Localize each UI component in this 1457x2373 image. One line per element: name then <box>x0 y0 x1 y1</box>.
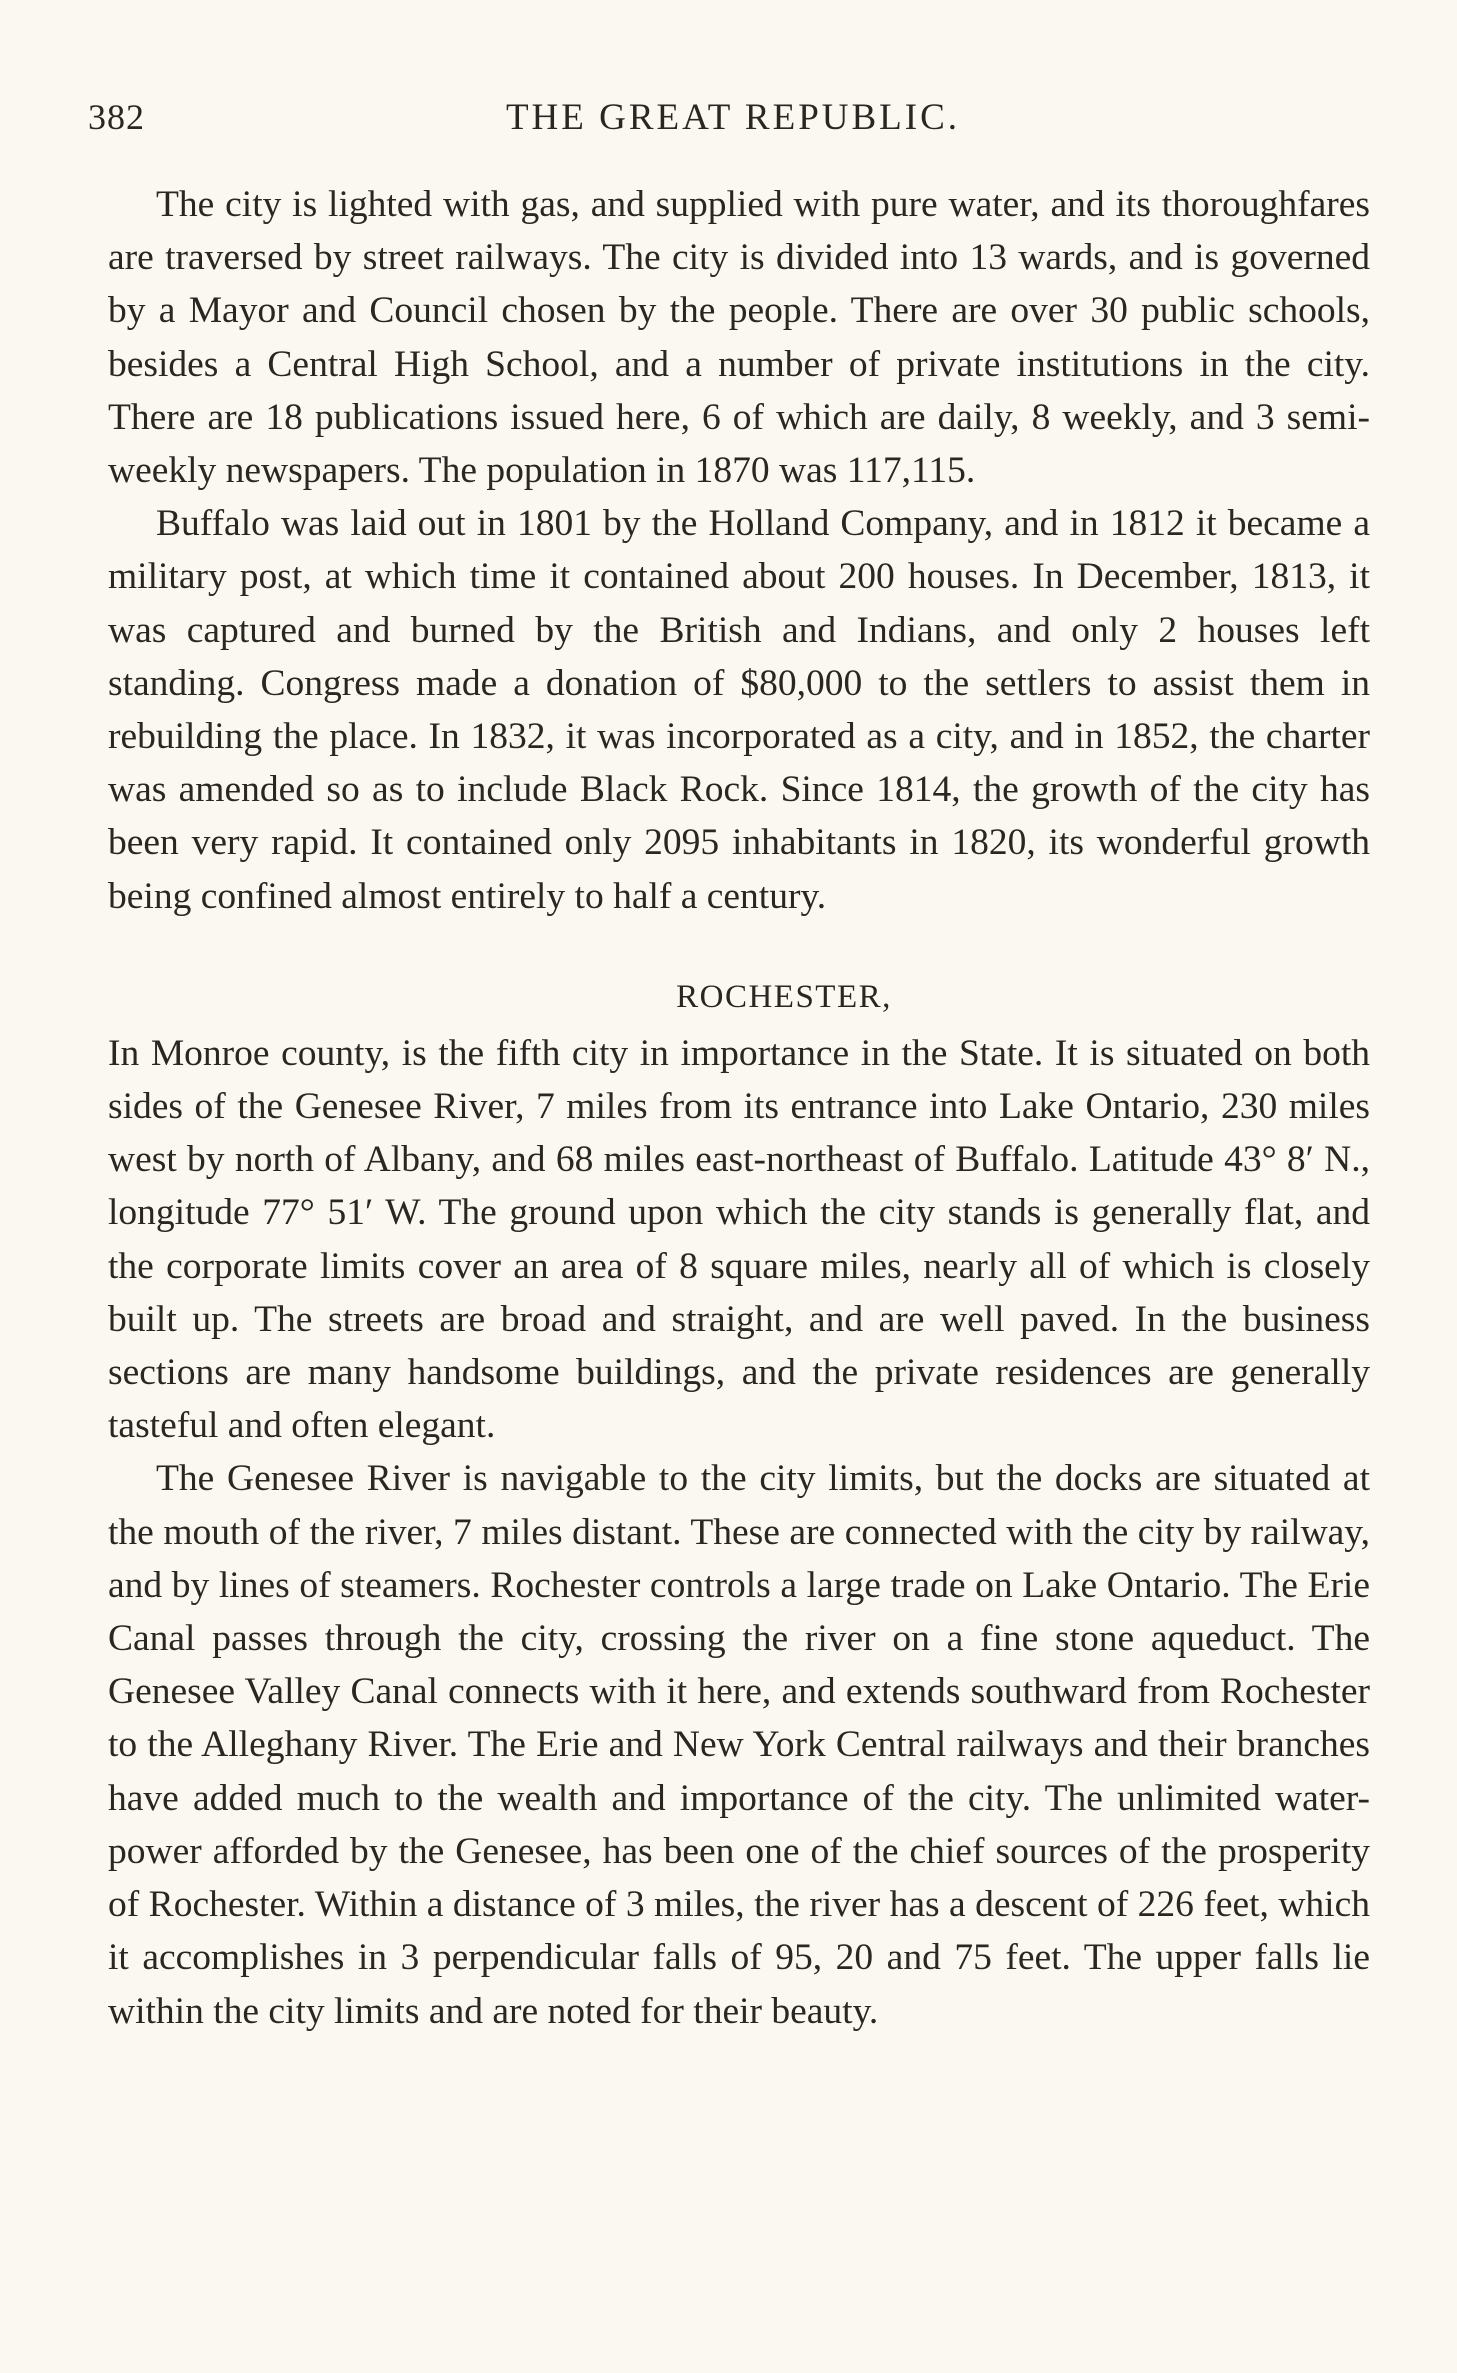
running-title: THE GREAT REPUBLIC. <box>505 97 961 138</box>
paragraph-buffalo-history: Buffalo was laid out in 1801 by the Holland Company, and in 1812 it became a military post, at which time it contained about 200 houses. In December, 1813, it was captured and burned by the British and Indians, and only 2 houses left standing. Congress made a donation of $80,000 to the settlers to assist them in rebuilding the place. In 1832, it was incorporated as a city, and in 1852, the charter was amended so as to include Black Rock. Since 1814, the growth of the city has been very rapid. It contained only 2095 inhabitants in 1820, its wonderful growth being confined almost entirely to half a century. <box>108 503 1370 917</box>
paragraph-city-services: The city is lighted with gas, and supplied with pure water, and its thoroughfares are traversed by street railways. The city is divided into 13 wards, and is governed by a Mayor and Council chosen by the people. There are over 30 public schools, besides a Central High School, and a number of private institutions in the city. There are 18 publications issued here, 6 of which are daily, 8 weekly, and 3 semi-weekly newspapers. The population in 1870 was 117,115. <box>108 184 1370 492</box>
page-number: 382 <box>88 97 145 137</box>
body-text <box>108 178 1370 2038</box>
paragraph-rochester-location: In Monroe county, is the fifth city in importance in the State. It is situated on both sides of the Genesee River, 7 miles from its entrance into Lake Ontario, 230 miles west by north of Albany, and 68 miles east-northeast of Buffalo. Latitude 43° 8′ N., longitude 77° 51′ W. The ground upon which the city stands is generally flat, and the corporate limits cover an area of 8 square miles, nearly all of which is closely built up. The streets are broad and straight, and are well paved. In the business sections are many handsome buildings, and the private residences are generally tasteful and often elegant. <box>108 1032 1370 1447</box>
section-heading-rochester: ROCHESTER, <box>676 978 892 1015</box>
paragraph-genesee-river: The Genesee River is navigable to the city limits, but the docks are situated at the mouth of the river, 7 miles distant. These are connected with the city by railway, and by lines of steamers. Rochester controls a large trade on Lake Ontario. The Erie Canal passes through the city, crossing the river on a fine stone aqueduct. The Genesee Valley Canal connects with it here, and extends southward from Rochester to the Alleghany River. The Erie and New York Central railways and their branches have added much to the wealth and importance of the city. The unlimited water-power afforded by the Genesee, has been one of the chief sources of the prosperity of Rochester. Within a distance of 3 miles, the river has a descent of 226 feet, which it accomplishes in 3 perpendicular falls of 95, 20 and 75 feet. The upper falls lie within the city limits and are noted for their beauty. <box>108 1458 1370 2032</box>
running-head <box>88 96 1378 146</box>
